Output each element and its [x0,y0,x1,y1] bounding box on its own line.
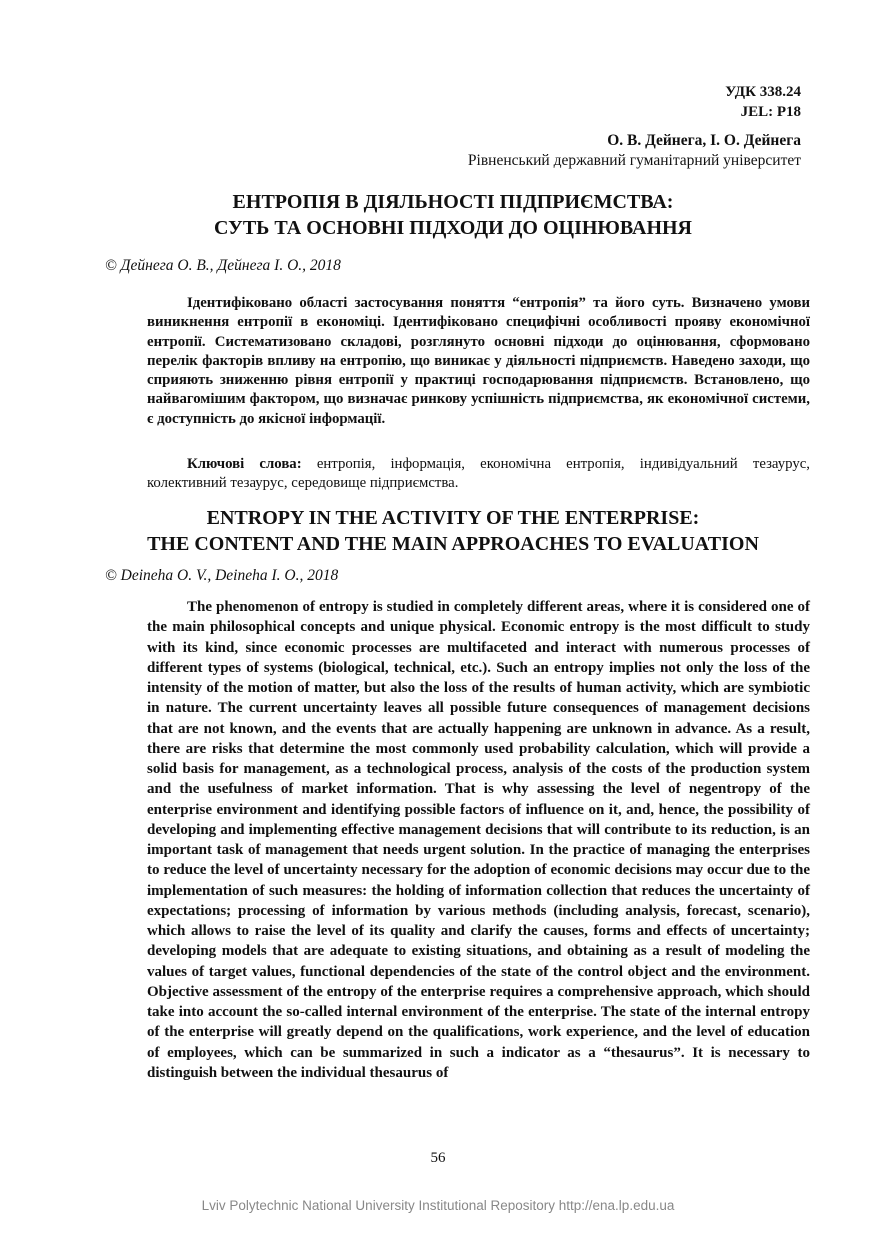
jel-code: JEL: P18 [740,104,801,120]
abstract-english [147,597,810,1083]
copyright-english: © Deineha O. V., Deineha I. O., 2018 [105,567,339,584]
title-english [90,505,816,557]
keywords-text: ентропія, інформація, економічна ентропія, індивідуальний тезаурус, колективний тезаурус, середовище підприємства. [147,456,811,492]
keywords-ukrainian [147,455,810,494]
title-en-line-1: ENTROPY IN THE ACTIVITY OF THE ENTERPRISE: [206,507,700,529]
udk-code: УДК 338.24 [725,84,801,100]
authors: О. В. Дейнега, І. О. Дейнега [607,132,801,149]
copyright-ukrainian: © Дейнега О. В., Дейнега І. О., 2018 [105,257,341,274]
title-ua-line-2: СУТЬ ТА ОСНОВНІ ПІДХОДИ ДО ОЦІНЮВАННЯ [213,217,693,239]
page-number: 56 [430,1150,446,1166]
abstract-en-text: The phenomenon of entropy is studied in completely different areas, where it is considered one of the main philosophical concepts and unique physical. Economic entropy is the most difficult to study with its kind, since economic processes are multifaceted and interact with numerous processes of different types of systems (biological, technical, etc.). Such an entropy implies not only the loss of the intensity of the motion of matter, but also the loss of the results of human activity, which are symbiotic in nature. The current uncertainty leaves all possible future consequences of management decisions that are not known, and the events that are actually happening are unknown in advance. As a result, there are risks that determine the most commonly used probability calculation, which will provide a solid basis for management, as a technological process, analysis of the costs of the production system and the usefulness of market information. That is why assessing the level of negentropy of the enterprise environment and identifying possible factors of influence on it, and, hence, the possibility of developing and implementing effective management decisions that will contribute to its reduction, is an important task of management that needs urgent solution. In the practice of managing the enterprises to reduce the level of uncertainty necessary for the adoption of economic decisions may occur due to the implementation of such measures: the holding of information collection that reduces the uncertainty of expectations; processing of information by various methods (including analysis, forecast, scenario), which allows to raise the level of its quality and clarify the causes, forms and effects of uncertainty; developing models that are adequate to existing situations, and obtaining as a result of modeling the values of target values, functional dependencies of the state of the control object and the environment. Objective assessment of the entropy of the enterprise requires a comprehensive approach, which should take into account the so-called internal environment of the enterprise. The state of the internal entropy of the enterprise will greatly depend on the qualifications, work experience, and the level of education of employees, which can be summarized in such a indicator as a “thesaurus”. It is necessary to distinguish between the individual thesaurus of [147,599,810,1081]
abstract-ukrainian [147,294,810,429]
keywords-label: Ключові слова: [187,456,302,472]
title-en-line-2: THE CONTENT AND THE MAIN APPROACHES TO EVALUATION [147,533,759,555]
abstract-ua-text: Ідентифіковано області застосування поняття “ентропія” та його суть. Визначено умови виникнення ентропії в економіці. Ідентифіковано специфічні особливості прояву економічної ентропії. Систематизовано складові, розглянуто основні підходи до оцінювання, сформовано перелік факторів впливу на ентропію, що виникає у діяльності підприємств. Наведено заходи, що сприяють зниженню рівня ентропії у практиці господарювання підприємств. Встановлено, що найвагомішим фактором, що визначає ринкову успішність підприємства, як економічної системи, є доступність до якісної інформації. [147,295,810,427]
classification-codes [725,82,801,122]
title-ua-line-1: ЕНТРОПІЯ В ДІЯЛЬНОСТІ ПІДПРИЄМСТВА: [232,191,674,213]
affiliation: Рівненський державний гуманітарний університет [467,152,801,169]
title-ukrainian [90,189,816,241]
repository-footer: Lviv Polytechnic National University Institutional Repository http://ena.lp.edu.ua [201,1198,675,1213]
